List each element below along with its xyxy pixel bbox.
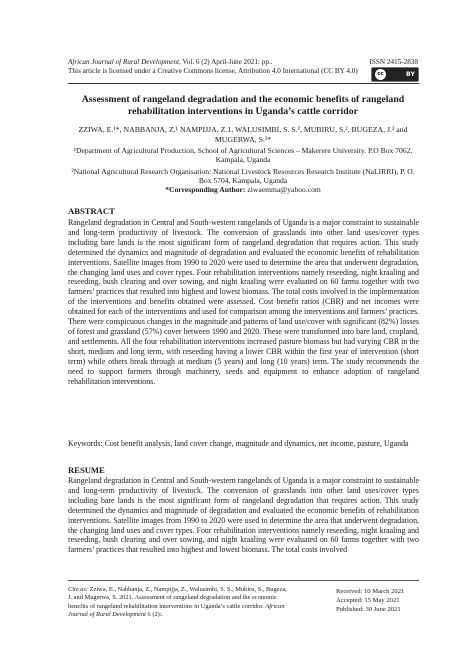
journal-header (68, 58, 418, 67)
cite-tail: 6 (2):. (145, 611, 164, 619)
license-line: This article is licensed under a Creative Commons license, Attribution 4.0 International (CC BY 4.0) (68, 67, 358, 75)
citation-block (68, 586, 290, 620)
header-divider (68, 83, 419, 84)
accepted-date: Accepted: 15 May 2021 (336, 597, 400, 605)
corresponding-email[interactable]: ziwaemma@yahoo.com (245, 185, 321, 194)
corresponding-label: *Corresponding Author: (165, 185, 246, 194)
issn: ISSN 2415-2838 (369, 58, 418, 66)
keywords: Keywords: Cost benefit analysis, land cover change, magnitude and dynamics, net income, pasture, Uganda (68, 439, 409, 448)
received-date: Received: 10 March 2021 (336, 588, 405, 595)
cc-icon: cc (375, 69, 386, 80)
cc-by-license-icon[interactable] (371, 67, 419, 82)
publication-dates (336, 587, 426, 615)
abstract-text: Rangeland degradation in Central and South-western rangelands of Uganda is a major constraint to sustainable and long-term productivity of livestock. The conversion of grasslands into other land uses/cover types including bare lands is the most significant form of rangeland degradation that requires action. This study determined the dynamics and magnitude of degradation and evaluated the economic benefits of rehabilitation interventions. Satellite images from 1990 to 2020 were used to determine the area that underwent degradation, the changing land uses and cover types. Four rehabilitation interventions namely reseeding, night kraaling and reseeding, bush clearing and over sowing, and night kraaling were evaluated on 60 farms together with two farmers’ practices that resulted into highest and lowest biomass. The total costs involved in the implementation of the interventions and benefits obtained were assessed. Cost benefit ratios (CBR) and net incomes were obtained for each of the interventions and used for comparison among the interventions and farmers’ practices. There were conspicuous changes in the magnitude and patterns of land use/cover with significant (82%) losses of forest and grassland (57%) cover between 1990 and 2020. These were transformed into bare land, cropland, and settlements. All the four rehabilitation interventions increased pasture biomass but had varying CBR in the short, medium and long term, with reseeding having a lower CBR within the first year of intervention (short term) while others break through at medium (5 years) and long (10 years) term. The study recommends the need to support farmers through machinery, seeds and equipment to enhance adoption of rangeland rehabilitation interventions. (68, 218, 419, 386)
paper-title: Assessment of rangeland degradation and the economic benefits of rangeland rehabilitation interventions in Uganda’s cattle corridor (81, 94, 405, 117)
published-date: Published: 30 June 2021 (336, 606, 401, 614)
journal-issue: , Vol. 6 (2) April-June 2021: pp.. (179, 58, 273, 66)
author-list: ZZIWA, E.¹*, NABBANJA, Z.¹ NAMPIJJA, Z.1, WALUSIMBI, S. S.², MUBIRU, S.², BUGEZA, J.² and MUGERWA, S.²* (78, 125, 408, 144)
affiliation-1: ¹Department of Agricultural Production, School of Agricultural Sciences – Makerere University. P.O Box 7062, Kampala, Uganda (73, 146, 413, 165)
resume-heading: RESUME (68, 465, 105, 475)
resume-text: Rangeland degradation in Central and South-western rangelands of Uganda is a major constraint to sustainable and long-term productivity of livestock. The conversion of grasslands into other land uses/cover types including bare lands is the most significant form of rangeland degradation that requires action. This study determined the dynamics and magnitude of degradation and evaluated the economic benefits of rehabilitation interventions. Satellite images from 1990 to 2020 were used to determine the area that underwent degradation, the changing land uses and cover types. Four rehabilitation interventions namely reseeding, night kraaling and reseeding, bush clearing and over sowing, and night kraaling were evaluated on 60 farms together with two farmers’ practices that resulted into highest and lowest biomass. The total costs involved (68, 476, 419, 555)
corresponding-author (68, 185, 418, 194)
cite-journal: African Journal of Rural Development (68, 602, 285, 619)
journal-name: African Journal of Rural Development (68, 58, 179, 66)
abstract-heading: ABSTRACT (68, 206, 115, 216)
footer-divider (68, 580, 419, 581)
by-label: BY (406, 71, 415, 78)
affiliation-2: ²National Agricultural Research Organisation: National Livestock Resources Research Institute (NaLIRRI), P. O. Box 5704, Kampala, Uganda (71, 167, 415, 186)
cite-text: Zziwa, E., Nabbanja, Z., Nampijja, Z., Walusimbi, S. S., Mubiru, S., Bugeza, J. and Mugerwa, S. 2021. Assessment of rangeland degradation and the economic benefits of rangeland rehabilitation interventions in Uganda’s cattle corridor. (68, 586, 287, 610)
cite-label: Cite as: (68, 586, 89, 593)
